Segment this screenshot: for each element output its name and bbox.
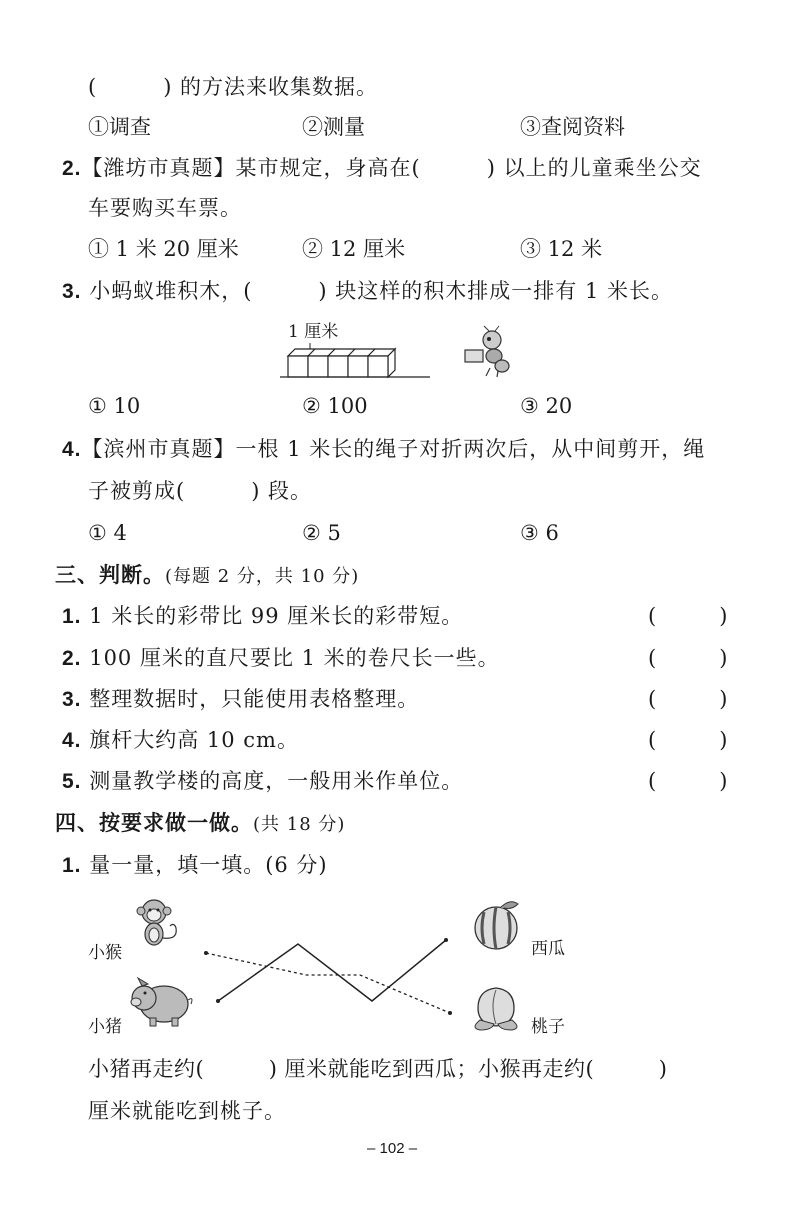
judge-answer-box-5[interactable]: ( )	[648, 769, 728, 793]
q4-source-tag: 【滨州市真题】	[81, 437, 236, 461]
judge-item-text: 1 米长的彩带比 99 厘米长的彩带短。	[89, 604, 464, 628]
judge-answer-box-2[interactable]: ( )	[648, 646, 728, 670]
q3-option-1[interactable]: ① 10	[88, 394, 141, 418]
q4-option-3[interactable]: ③ 6	[520, 521, 559, 545]
q3-text: 小蚂蚁堆积木，( ) 块这样的积木排成一排有 1 米长。	[89, 279, 673, 303]
judge-item-text: 100 厘米的直尺要比 1 米的卷尺长一些。	[89, 646, 500, 670]
q4-text-line2: 子被剪成( ) 段。	[88, 479, 313, 503]
q1-option-1[interactable]: ①调查	[88, 115, 151, 139]
label-pig: 小猪	[88, 1017, 122, 1037]
q4-option-1[interactable]: ① 4	[88, 521, 127, 545]
q3-number: 3.	[62, 280, 82, 303]
section4-title: 四、按要求做一做。	[55, 811, 253, 835]
judge-item-text: 整理数据时，只能使用表格整理。	[89, 687, 420, 711]
judge-item-text: 测量教学楼的高度，一般用米作单位。	[89, 769, 464, 793]
q1-continuation: ( ) 的方法来收集数据。	[88, 75, 379, 99]
q2-option-3[interactable]: ③ 12 米	[520, 237, 603, 261]
judge-item-text: 旗杆大约高 10 cm。	[89, 728, 299, 752]
judge-item-number: 4.	[62, 729, 82, 752]
q4-number: 4.	[62, 438, 82, 461]
label-monkey: 小猴	[88, 943, 122, 963]
q2-text-line1: 某市规定，身高在( ) 以上的儿童乘坐公交	[235, 156, 702, 180]
judge-item-number: 2.	[62, 647, 82, 670]
fill-in-line2: 厘米就能吃到桃子。	[88, 1099, 286, 1123]
q2-option-2[interactable]: ② 12 厘米	[302, 237, 406, 261]
section3-score: (每题 2 分，共 10 分)	[165, 566, 360, 587]
label-peach: 桃子	[531, 1017, 565, 1037]
page-number: – 102 –	[367, 1140, 418, 1157]
q3-option-2[interactable]: ② 100	[302, 394, 368, 418]
judge-answer-box-4[interactable]: ( )	[648, 728, 728, 752]
s4-q1-number: 1.	[62, 854, 82, 877]
q4-option-2[interactable]: ② 5	[302, 521, 341, 545]
q2-number: 2.	[62, 157, 82, 180]
judge-item-number: 5.	[62, 770, 82, 793]
judge-answer-box-3[interactable]: ( )	[648, 687, 728, 711]
q2-text-line2: 车要购买车票。	[88, 196, 242, 220]
section3-title: 三、判断。	[55, 563, 165, 587]
judge-answer-box-1[interactable]: ( )	[648, 604, 728, 628]
label-watermelon: 西瓜	[531, 939, 565, 959]
q2-source-tag: 【潍坊市真题】	[81, 156, 236, 180]
q1-option-3[interactable]: ③查阅资料	[520, 115, 625, 139]
q2-option-1[interactable]: ① 1 米 20 厘米	[88, 237, 239, 261]
block-size-label: 1 厘米	[288, 322, 339, 342]
q4-text-line1: 一根 1 米长的绳子对折两次后，从中间剪开，绳	[235, 437, 706, 461]
section4-score: (共 18 分)	[253, 814, 346, 835]
q3-option-3[interactable]: ③ 20	[520, 394, 573, 418]
judge-item-number: 1.	[62, 605, 82, 628]
peach-icon	[470, 980, 526, 1032]
watermelon-icon	[470, 896, 528, 952]
judge-item-number: 3.	[62, 688, 82, 711]
q1-option-2[interactable]: ②测量	[302, 115, 365, 139]
fill-in-line1[interactable]: 小猪再走约( ) 厘米就能吃到西瓜；小猴再走约( )	[88, 1057, 668, 1081]
s4-q1-text: 量一量，填一填。(6 分)	[89, 853, 328, 877]
